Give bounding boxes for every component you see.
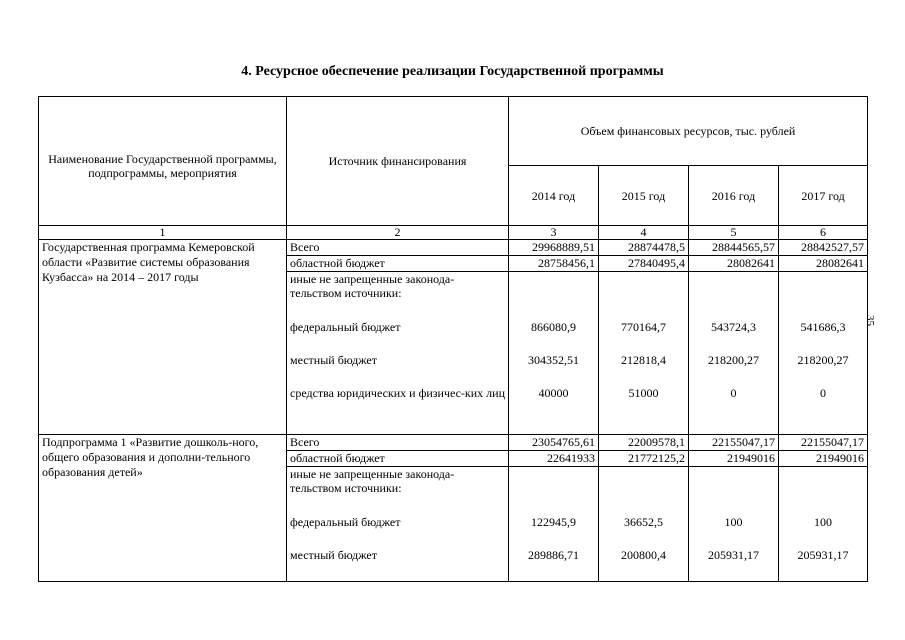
value-cell: 21949016 <box>689 451 779 467</box>
header-year-2017: 2017 год <box>779 166 868 226</box>
value-cell: 23054765,61 <box>509 435 599 451</box>
value-cell: 22155047,17 <box>689 435 779 451</box>
value-cell: 22641933 <box>509 451 599 467</box>
program-name-cell: Государственная программа Кемеровской области «Развитие системы образования Кузбасса» на 2014 – 2017 годы <box>39 240 287 435</box>
value-cell: 21772125,2 <box>599 451 689 467</box>
header-year-2015: 2015 год <box>599 166 689 226</box>
value: 541686,3 <box>800 320 846 334</box>
header-year-2016: 2016 год <box>689 166 779 226</box>
column-number-row <box>39 226 868 240</box>
table-row <box>39 435 868 451</box>
value-cell: 28758456,1 <box>509 256 599 272</box>
subprogram-name-cell: Подпрограмма 1 «Развитие дошколь-ного, общего образования и дополни-тельного образования детей» <box>39 435 287 582</box>
source-cell-group <box>287 272 509 435</box>
value: 205931,17 <box>708 548 759 562</box>
source-label: средства юридических и физичес-ких лиц <box>290 386 506 400</box>
column-number: 4 <box>599 226 689 240</box>
value-cell-group <box>779 467 868 582</box>
column-number: 1 <box>39 226 287 240</box>
value-cell-group <box>779 272 868 435</box>
value-cell-group <box>689 467 779 582</box>
source-cell: областной бюджет <box>287 256 509 272</box>
value-cell-group <box>599 272 689 435</box>
value: 0 <box>730 386 737 400</box>
source-label: местный бюджет <box>290 353 377 367</box>
value: 205931,17 <box>797 548 849 562</box>
column-number: 3 <box>509 226 599 240</box>
value: 866080,9 <box>531 320 576 334</box>
source-cell: областной бюджет <box>287 451 509 467</box>
header-year-2014: 2014 год <box>509 166 599 226</box>
value: 212818,4 <box>621 353 666 367</box>
value: 36652,5 <box>624 515 663 529</box>
value-cell: 27840495,4 <box>599 256 689 272</box>
value-cell: 29968889,51 <box>509 240 599 256</box>
value: 0 <box>820 386 827 400</box>
header-volume-cell: Объем финансовых ресурсов, тыс. рублей <box>509 97 868 166</box>
column-number: 5 <box>689 226 779 240</box>
table-row <box>39 240 868 256</box>
value-cell-group <box>509 467 599 582</box>
other-sources-label: иные не запрещенные законода-тельством источники: <box>290 467 455 495</box>
source-label: местный бюджет <box>290 548 377 562</box>
value: 100 <box>814 515 833 529</box>
source-label: федеральный бюджет <box>290 515 401 529</box>
value: 100 <box>724 515 743 529</box>
source-label: федеральный бюджет <box>290 320 401 334</box>
value: 770164,7 <box>621 320 666 334</box>
page-number: 35 <box>864 315 876 326</box>
value: 200800,4 <box>621 548 666 562</box>
value-cell-group <box>689 272 779 435</box>
value-cell: 28844565,57 <box>689 240 779 256</box>
source-cell: Всего <box>287 435 509 451</box>
source-cell: Всего <box>287 240 509 256</box>
column-number: 6 <box>779 226 868 240</box>
header-name-cell: Наименование Государственной программы, подпрограммы, мероприятия <box>39 97 287 226</box>
value: 40000 <box>538 386 569 400</box>
other-sources-label: иные не запрещенные законода-тельством источники: <box>290 272 455 300</box>
value: 304352,51 <box>528 353 579 367</box>
value: 122945,9 <box>531 515 576 529</box>
value-cell: 22009578,1 <box>599 435 689 451</box>
value: 51000 <box>628 386 659 400</box>
value-cell-group <box>509 272 599 435</box>
header-source-cell: Источник финансирования <box>287 97 509 226</box>
value: 289886,71 <box>528 548 579 562</box>
value-cell: 22155047,17 <box>779 435 868 451</box>
value-cell: 28082641 <box>689 256 779 272</box>
value-cell: 21949016 <box>779 451 868 467</box>
resource-table <box>38 96 868 582</box>
value: 543724,3 <box>711 320 756 334</box>
page-title: 4. Ресурсное обеспечение реализации Государственной программы <box>241 64 664 79</box>
value-cell: 28082641 <box>779 256 868 272</box>
value-cell-group <box>599 467 689 582</box>
value-cell: 28842527,57 <box>779 240 868 256</box>
column-number: 2 <box>287 226 509 240</box>
value: 218200,27 <box>708 353 759 367</box>
value: 218200,27 <box>797 353 849 367</box>
source-cell-group <box>287 467 509 582</box>
value-cell: 28874478,5 <box>599 240 689 256</box>
